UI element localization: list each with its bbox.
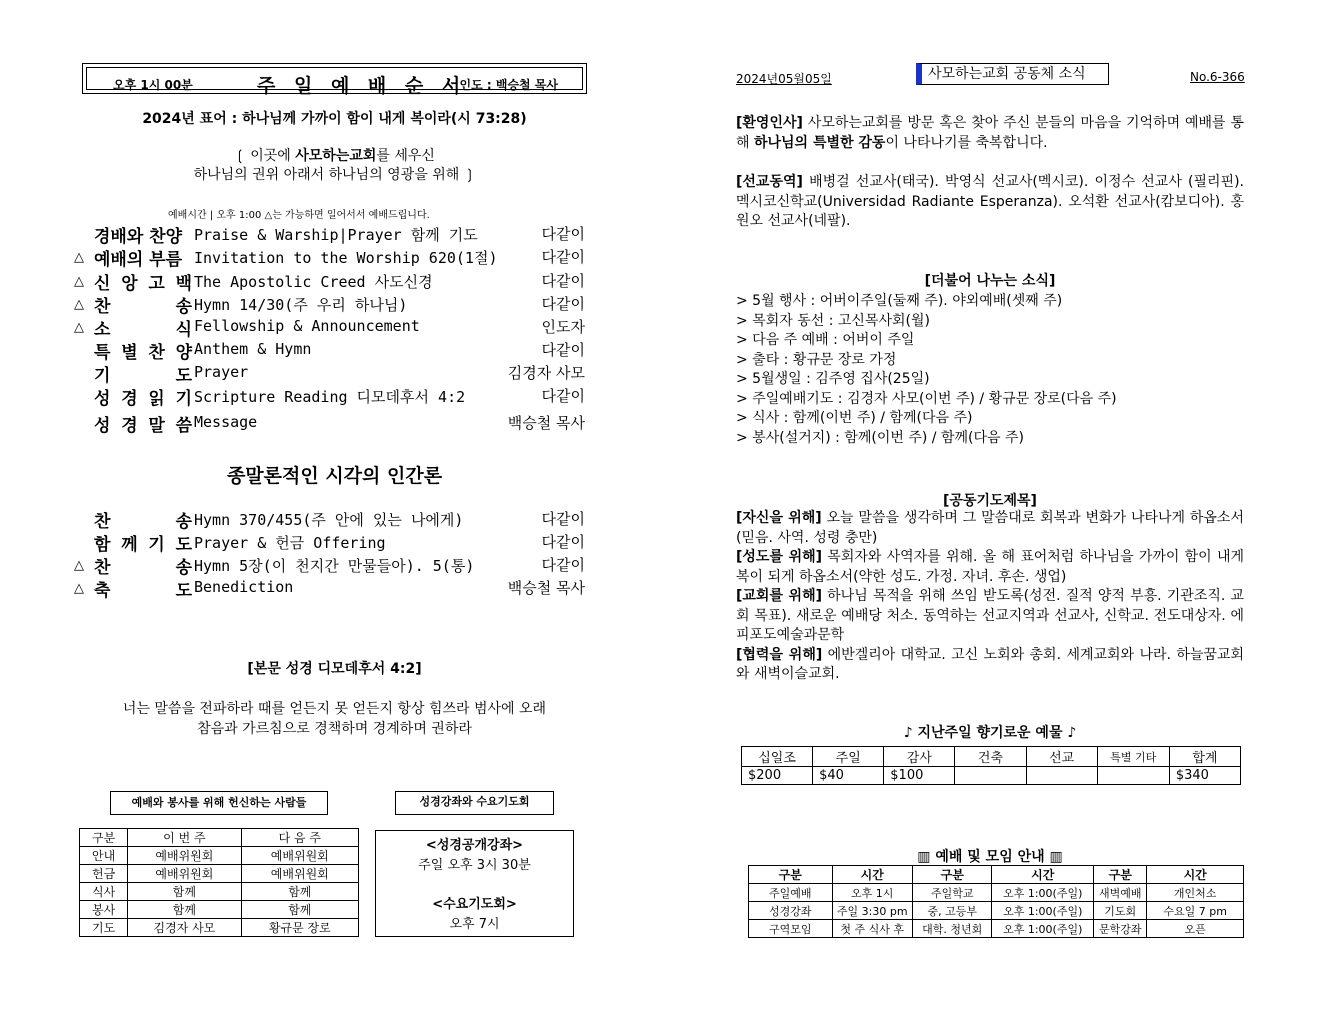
order-row	[74, 292, 589, 317]
order-item-who: 다같이	[541, 272, 585, 290]
order-name-char: 신	[94, 274, 111, 294]
servants-row	[80, 865, 359, 883]
servants-header-cell: 구분	[80, 829, 128, 847]
prayer-item	[736, 509, 1244, 548]
order-row	[74, 361, 589, 386]
meeting-cell: 중, 고등부	[912, 902, 991, 920]
order-item-desc: Fellowship & Announcement	[194, 317, 420, 335]
order-name-char: 찬	[94, 297, 111, 317]
order-item-name	[94, 292, 192, 317]
order-name-char: 읽	[148, 389, 165, 409]
order-name-char: 양	[175, 343, 192, 363]
offering-table	[741, 746, 1241, 785]
meeting-cell: 성경강좌	[749, 902, 833, 920]
news-item: > 5월 행사 : 어버이주일(둘째 주). 야외예배(셋째 주)	[736, 293, 1063, 309]
order-name-char: 별	[121, 343, 138, 363]
bulletin-number: No.6-366	[1190, 70, 1245, 84]
order-name-char: 기	[175, 389, 192, 409]
servants-cell: 예배위원회	[241, 847, 358, 865]
order-name-char: 씀	[175, 416, 192, 436]
welcome-text-end: 이 나타나기를 축복합니다.	[885, 134, 1048, 151]
prayer-label: [교회를 위해]	[736, 588, 822, 604]
order-item-desc: Scripture Reading 디모데후서 4:2	[194, 388, 466, 406]
servants-cell: 김경자 사모	[128, 919, 241, 937]
prayer-item	[736, 646, 1244, 685]
order-name-char: 앙	[121, 274, 138, 294]
offering-header-cell: 건축	[955, 747, 1026, 767]
order-item-who: 다같이	[541, 556, 585, 574]
news-item: > 목회자 동선 : 고신목사회(월)	[736, 312, 930, 329]
church-name: 사모하는교회	[295, 148, 377, 164]
servants-table	[79, 828, 359, 937]
service-title: 주 일 예 배 순 서	[257, 75, 467, 97]
servants-cell: 기도	[80, 919, 128, 937]
servants-title: 예배와 봉사를 위해 헌신하는 사람들	[110, 791, 328, 815]
mission-text: 를 세우신	[376, 148, 435, 164]
order-name-char: 도	[175, 366, 192, 386]
stand-mark: △	[74, 320, 84, 335]
service-header-inner	[86, 67, 583, 97]
calendar-icon: ▥	[917, 849, 931, 865]
order-item-desc: Invitation to the Worship 620(1절)	[194, 249, 498, 267]
servants-cell: 함께	[128, 901, 241, 919]
order-name-char: 기	[148, 535, 165, 555]
servants-row	[80, 919, 359, 937]
servants-cell: 헌금	[80, 865, 128, 883]
order-item-name	[94, 507, 192, 532]
order-item-who: 다같이	[541, 533, 585, 551]
order-item-desc: Benediction	[194, 578, 294, 596]
servants-cell: 예배위원회	[241, 865, 358, 883]
offering-value-cell	[1097, 767, 1169, 785]
order-item-who: 백승철 목사	[507, 414, 585, 432]
meeting-header-cell: 시간	[992, 866, 1094, 884]
prayer-title: [공동기도제목]	[943, 493, 1037, 509]
order-item-who: 김경자 사모	[507, 364, 585, 382]
order-name-char: 성	[94, 416, 111, 436]
offering-header-row	[742, 747, 1241, 767]
order-row	[74, 411, 589, 436]
meeting-table	[748, 865, 1244, 938]
order-row	[74, 576, 589, 601]
news-item: > 다음 주 예배 : 어버이 주일	[736, 332, 915, 348]
stand-mark: △	[74, 250, 84, 265]
prayer-item	[736, 587, 1244, 646]
offering-header-cell: 선교	[1026, 747, 1097, 767]
servants-cell: 안내	[80, 847, 128, 865]
order-item-who: 다같이	[541, 341, 585, 359]
community-news-title: 사모하는교회 공동체 소식	[916, 63, 1109, 85]
order-item-name	[94, 576, 192, 601]
order-item-desc: Anthem & Hymn	[194, 340, 312, 358]
order-item-desc: Message	[194, 413, 258, 431]
meeting-title: 예배 및 모임 안내	[935, 849, 1045, 865]
order-item-who: 인도자	[541, 318, 585, 336]
offering-values-row	[742, 767, 1241, 785]
study-time-2: 오후 7시	[449, 917, 500, 932]
servants-cell: 예배위원회	[128, 865, 241, 883]
study-time-1: 주일 오후 3시 30분	[418, 858, 531, 873]
order-name-char: 함	[94, 535, 111, 555]
meeting-row	[749, 884, 1244, 902]
scripture-title: [본문 성경 디모데후서 4:2]	[247, 661, 422, 677]
order-item-desc: The Apostolic Creed 사도신경	[194, 273, 433, 291]
news-item: > 식사 : 함께(이번 주) / 함께(다음 주)	[736, 410, 973, 426]
order-item-name: 경배와 찬양	[94, 227, 183, 247]
meeting-header-row	[749, 866, 1244, 884]
servants-row	[80, 901, 359, 919]
order-name-char: 고	[148, 274, 165, 294]
offering-title: ♪ 지난주일 향기로운 예물 ♪	[903, 725, 1077, 741]
study-heading-2: <수요기도회>	[432, 897, 517, 912]
meeting-header-cell: 시간	[832, 866, 912, 884]
meeting-cell: 주일학교	[912, 884, 991, 902]
news-item: > 출타 : 황규문 장로 가정	[736, 351, 897, 368]
servants-cell: 함께	[128, 883, 241, 901]
order-name-char: 경	[121, 416, 138, 436]
bulletin-date: 2024년05월05일	[736, 72, 832, 86]
order-name-char: 께	[121, 535, 138, 555]
meeting-title-line	[736, 846, 1244, 866]
prayer-item	[736, 548, 1244, 587]
order-row	[74, 315, 589, 340]
service-leader: 인도 : 백승철 목사	[459, 78, 558, 92]
order-name-char: 소	[94, 320, 111, 340]
meeting-cell: 첫 주 식사 후	[832, 920, 912, 938]
meeting-header-cell: 시간	[1147, 866, 1244, 884]
meeting-cell: 수요일 7 pm	[1147, 902, 1244, 920]
offering-value-cell: $40	[813, 767, 884, 785]
order-name-char: 도	[175, 581, 192, 601]
order-name-char: 송	[175, 297, 192, 317]
stand-mark: △	[74, 581, 84, 596]
order-row	[74, 338, 589, 363]
order-name-char: 성	[94, 389, 111, 409]
prayer-label: [협력을 위해]	[736, 646, 823, 663]
meeting-row	[749, 902, 1244, 920]
year-motto: 2024년 표어 : 하나님께 가까이 함이 내게 복이라(시 73:28)	[142, 111, 527, 127]
order-name-char: 말	[148, 416, 165, 436]
prayer-label: [성도를 위해]	[736, 549, 823, 565]
meeting-cell: 주일 3:30 pm	[832, 902, 912, 920]
order-name-char: 찬	[94, 512, 111, 532]
servants-header-cell: 다 음 주	[241, 829, 358, 847]
study-box	[375, 830, 574, 937]
meeting-row	[749, 920, 1244, 938]
meeting-cell: 대학. 청년회	[912, 920, 991, 938]
order-row	[74, 530, 589, 555]
prayer-label: [자신을 위해]	[736, 510, 822, 526]
offering-header-cell: 합계	[1169, 747, 1240, 767]
servants-cell: 황규문 장로	[241, 919, 358, 937]
order-row	[74, 222, 589, 247]
mission-text: ❲ 이곳에	[234, 148, 296, 164]
offering-header-cell: 특별 기타	[1097, 747, 1169, 767]
servants-cell: 함께	[241, 901, 358, 919]
prayer-text: 에반겔리아 대학교. 고신 노회와 총회. 세계교회와 나라. 하늘꿈교회와 새벽이슬교회.	[736, 646, 1244, 682]
offering-header-cell: 주일	[813, 747, 884, 767]
meeting-cell: 구역모임	[749, 920, 833, 938]
order-name-char: 송	[175, 512, 192, 532]
order-name-char: 축	[94, 581, 111, 601]
order-name-char: 백	[175, 274, 192, 294]
study-heading-1: <성경공개강좌>	[425, 838, 524, 853]
study-title: 성경강좌와 수요기도회	[395, 791, 554, 815]
order-item-name	[94, 269, 192, 294]
order-item-who: 다같이	[541, 295, 585, 313]
order-row	[74, 269, 589, 294]
order-item-who: 다같이	[541, 225, 585, 243]
servants-cell: 예배위원회	[128, 847, 241, 865]
order-name-char: 송	[175, 558, 192, 578]
offering-header-cell: 감사	[884, 747, 955, 767]
prayer-list	[736, 509, 1244, 685]
welcome-paragraph	[736, 114, 1244, 153]
order-name-char: 찬	[94, 558, 111, 578]
order-item-name	[94, 553, 192, 578]
welcome-emphasis: 하나님의 특별한 감동	[753, 134, 886, 151]
news-item: > 주일예배기도 : 김경자 사모(이번 주) / 황규문 장로(다음 주)	[736, 390, 1117, 407]
stand-mark: △	[74, 297, 84, 312]
news-title: [더불어 나누는 소식]	[924, 273, 1056, 289]
offering-value-cell: $100	[884, 767, 955, 785]
order-name-char: 찬	[148, 343, 165, 363]
meeting-cell: 개인처소	[1147, 884, 1244, 902]
worship-note: 예배시간 | 오후 1:00 △는 가능하면 일어서서 예배드립니다.	[168, 210, 430, 221]
order-item-who: 다같이	[541, 387, 585, 405]
scripture-line-2: 참음과 가르침으로 경책하며 경계하며 권하라	[197, 721, 472, 737]
order-item-name	[94, 315, 192, 340]
servants-cell: 봉사	[80, 901, 128, 919]
meeting-header-cell: 구분	[1094, 866, 1147, 884]
servants-header-cell: 이 번 주	[128, 829, 241, 847]
order-item-name	[94, 530, 192, 555]
order-row	[74, 245, 589, 270]
servants-cell: 식사	[80, 883, 128, 901]
meeting-cell: 오후 1시	[832, 884, 912, 902]
mission-line-2: 하나님의 권위 아래서 하나님의 영광을 위해 ❳	[193, 167, 476, 183]
calendar-icon: ▥	[1049, 849, 1063, 865]
welcome-text: 사모하는교회를 방문 혹은 찾아 주신 분들의 마음을 기억하며 예배를 통해	[736, 115, 1244, 151]
meeting-cell: 오후 1:00(주일)	[992, 884, 1094, 902]
meeting-header-cell: 구분	[749, 866, 833, 884]
offering-value-cell: $200	[742, 767, 813, 785]
servants-header-row	[80, 829, 359, 847]
order-item-who: 다같이	[541, 248, 585, 266]
prayer-text: 목회자와 사역자를 위해. 올 해 표어처럼 하나님을 가까이 함이 내게 복이 되게 하옵소서(약한 성도. 가정. 자녀. 후손. 생업)	[736, 549, 1244, 585]
order-item-desc: Hymn 370/455(주 안에 있는 나에게)	[194, 511, 464, 529]
order-item-desc: Praise & Warship|Prayer 함께 기도	[194, 226, 478, 244]
meeting-cell: 주일예배	[749, 884, 833, 902]
mission-partners-paragraph	[736, 173, 1244, 232]
meeting-cell: 오픈	[1147, 920, 1244, 938]
offering-value-cell: $340	[1169, 767, 1240, 785]
servants-row	[80, 883, 359, 901]
prayer-text: 하나님 목적을 위해 쓰임 받도록(성전. 질적 양적 부흥. 기관조직. 교회 목표). 새로운 예배당 처소. 동역하는 선교지역과 선교사, 신학교. 전도대상자. 에피포도예술과문학	[736, 588, 1244, 643]
order-item-who: 백승철 목사	[507, 579, 585, 597]
mission-partners-text: 배병걸 선교사(태국). 박영식 선교사(멕시코). 이정수 선교사 (필리핀). 멕시코신학교(Universidad Radiante Esperanza). 오석환 선교사(캄보디아). 홍원오 선교사(네팔).	[736, 174, 1244, 229]
order-row	[74, 384, 589, 409]
meeting-header-cell: 구분	[912, 866, 991, 884]
welcome-label: [환영인사]	[736, 115, 803, 131]
order-row	[74, 553, 589, 578]
order-item-desc: Hymn 14/30(주 우리 하나님)	[194, 296, 408, 314]
meeting-cell: 문학강좌	[1094, 920, 1147, 938]
order-item-desc: Prayer	[194, 363, 249, 381]
order-item-name	[94, 361, 192, 386]
order-name-char: 경	[121, 389, 138, 409]
service-header-box	[82, 63, 587, 97]
sermon-title: 종말론적인 시각의 인간론	[226, 465, 443, 487]
order-item-name	[94, 338, 192, 363]
servants-row	[80, 847, 359, 865]
news-item: > 봉사(설거지) : 함께(이번 주) / 함께(다음 주)	[736, 429, 1024, 446]
meeting-cell: 새벽예배	[1094, 884, 1147, 902]
order-item-name: 예배의 부름	[94, 250, 183, 270]
order-name-char: 도	[175, 535, 192, 555]
order-item-desc: Prayer & 헌금 Offering	[194, 534, 386, 552]
order-name-char: 식	[175, 320, 192, 340]
stand-mark: △	[74, 558, 84, 573]
mission-partners-label: [선교동역]	[736, 174, 803, 190]
meeting-cell: 오후 1:00(주일)	[992, 902, 1094, 920]
order-item-desc: Hymn 5장(이 천지간 만물들아). 5(통)	[194, 557, 475, 575]
order-row	[74, 507, 589, 532]
scripture-line-1: 너는 말씀을 전파하라 때를 얻든지 못 얻든지 항상 힘쓰라 범사에 오래	[122, 701, 547, 717]
order-item-name	[94, 384, 192, 409]
service-time: 오후 1시 00분	[113, 78, 193, 92]
stand-mark: △	[74, 274, 84, 289]
meeting-cell: 기도회	[1094, 902, 1147, 920]
order-item-who: 다같이	[541, 510, 585, 528]
mission-line-1	[82, 145, 587, 165]
servants-cell: 함께	[241, 883, 358, 901]
offering-value-cell	[1026, 767, 1097, 785]
offering-header-cell: 십일조	[742, 747, 813, 767]
prayer-text: 오늘 말씀을 생각하며 그 말씀대로 회복과 변화가 나타나게 하옵소서(믿음. 사역. 성령 충만)	[736, 510, 1244, 546]
news-item: > 5월생일 : 김주영 집사(25일)	[736, 371, 930, 387]
order-name-char: 기	[94, 366, 111, 386]
order-item-name	[94, 411, 192, 436]
offering-value-cell	[955, 767, 1026, 785]
order-name-char: 특	[94, 343, 111, 363]
meeting-cell: 오후 1:00(주일)	[992, 920, 1094, 938]
